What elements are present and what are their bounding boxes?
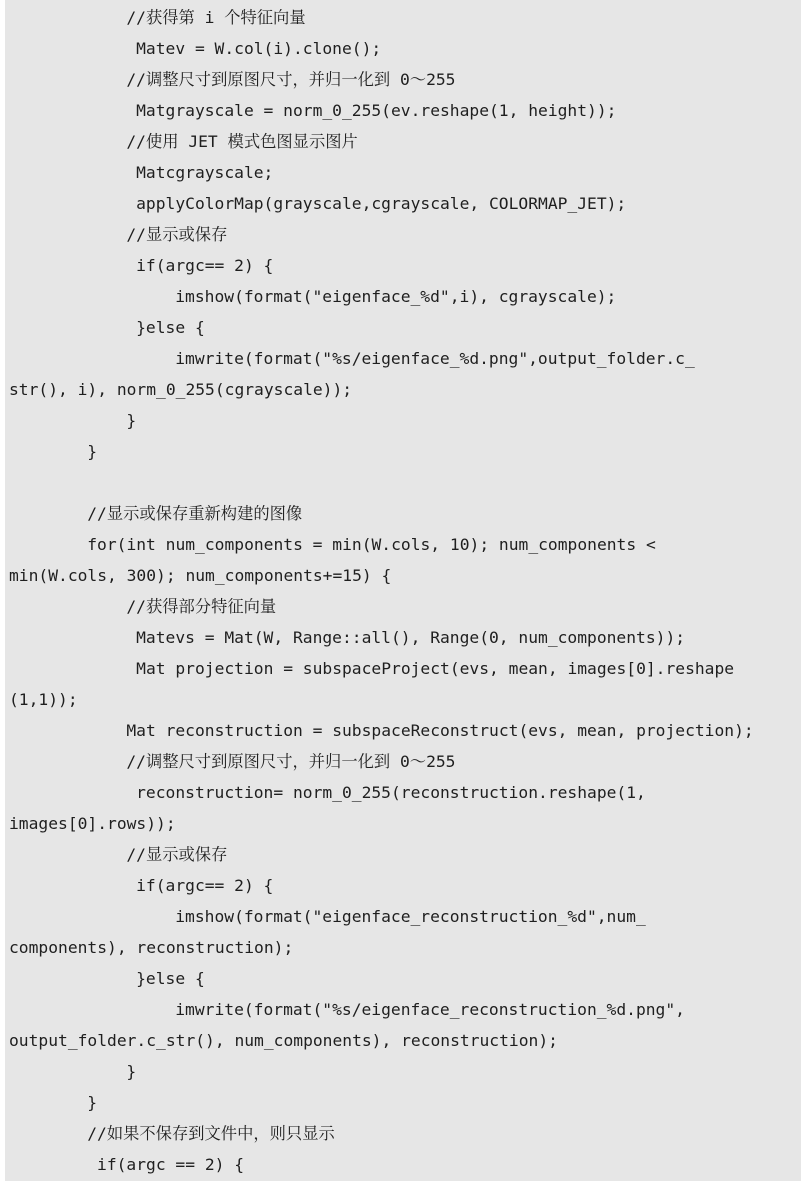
code-line: imwrite(format("%s/eigenface_%d.png",output_folder.c_ <box>175 349 695 368</box>
code-line: imwrite(format("%s/eigenface_reconstruction_%d.png", <box>175 1000 685 1019</box>
code-line: }else { <box>136 969 205 988</box>
code-line: Matcgrayscale; <box>136 163 274 182</box>
code-line: str(), i), norm_0_255(cgrayscale)); <box>9 380 353 399</box>
code-line: reconstruction= norm_0_255(reconstruction.reshape(1, <box>136 783 646 802</box>
code-line: //调整尺寸到原图尺寸，并归一化到 0～255 <box>126 752 456 771</box>
code-line: applyColorMap(grayscale,cgrayscale, COLORMAP_JET); <box>136 194 627 213</box>
code-line: } <box>126 1062 137 1081</box>
code-line: Mat reconstruction = subspaceReconstruct(evs, mean, projection); <box>126 721 754 740</box>
code-line: Matevs = Mat(W, Range::all(), Range(0, num_components)); <box>136 628 686 647</box>
code-line: //显示或保存 <box>126 225 228 244</box>
code-line: //显示或保存重新构建的图像 <box>87 504 303 523</box>
code-line: Mat projection = subspaceProject(evs, mean, images[0].reshape <box>126 659 735 678</box>
code-line: }else { <box>136 318 205 337</box>
code-line: if(argc== 2) { <box>136 256 274 275</box>
code-line: output_folder.c_str(), num_components), reconstruction); <box>9 1031 558 1050</box>
code-line: //使用 JET 模式色图显示图片 <box>126 132 358 151</box>
code-line: Matev = W.col(i).clone(); <box>136 39 382 58</box>
code-line: images[0].rows)); <box>9 814 176 833</box>
code-line: if(argc == 2) { <box>97 1155 245 1174</box>
code-line: if(argc== 2) { <box>136 876 274 895</box>
code-line: //显示或保存 <box>126 845 228 864</box>
code-line: (1,1)); <box>9 690 78 709</box>
code-line: } <box>87 442 98 461</box>
code-line: //获得部分特征向量 <box>126 597 277 616</box>
code-line: for(int num_components = min(W.cols, 10); num_components < <box>87 535 656 554</box>
code-line: Matgrayscale = norm_0_255(ev.reshape(1, height)); <box>136 101 617 120</box>
code-line: } <box>87 1093 98 1112</box>
code-line: } <box>126 411 137 430</box>
code-line: min(W.cols, 300); num_components+=15) { <box>9 566 392 585</box>
code-line: //如果不保存到文件中，则只显示 <box>87 1124 335 1143</box>
code-line: imshow(format("eigenface_%d",i), cgrayscale); <box>175 287 617 306</box>
code-listing-panel <box>5 0 801 1181</box>
code-line: components), reconstruction); <box>9 938 294 957</box>
code-line: //调整尺寸到原图尺寸，并归一化到 0～255 <box>126 70 456 89</box>
code-line: //获得第 i 个特征向量 <box>126 8 306 27</box>
code-line: imshow(format("eigenface_reconstruction_%d",num_ <box>175 907 646 926</box>
